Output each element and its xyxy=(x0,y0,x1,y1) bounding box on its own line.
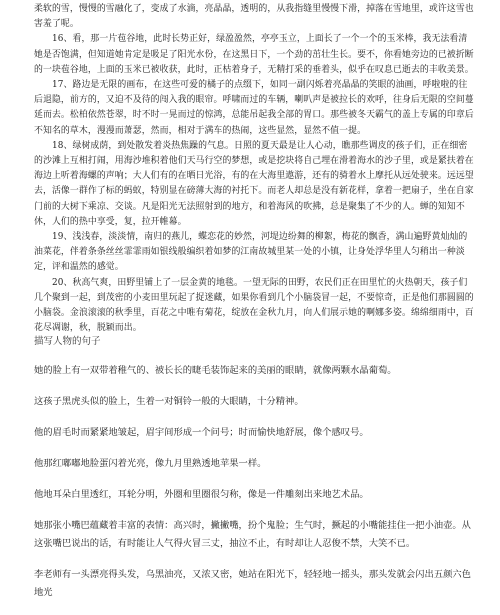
sentence-item: 他地耳朵白里透红，耳轮分明，外圈和里圈很匀称，像是一件雕刻出来地艺术品。 xyxy=(34,489,369,500)
sentence-item: 他的眉毛时而紧紧地皱起，眉宇间形成一个问号；时而愉快地舒展，像个感叹号。 xyxy=(34,427,369,438)
paragraph-20: 20、秋高气爽，田野里铺上了一层金黄的地毯。一望无际的田野，农民们正在田里忙的火热朝天，孩子们几个聚到一起，到茂密的小麦田里玩起了捉迷藏，如果你看到几个小脑袋冒一起，不要惊奇，正是他们那圆圆的小脑袋。金浪滚滚的秋季里，百花之中唯有菊花，绽放在金秋九月，向人们展示她的啊娜多姿。绵绵细雨中，百花尽凋谢，秋，脱颖而出。 xyxy=(34,277,474,334)
paragraph-17: 17、路边是无限的画布，在这些可爱的橘子的点缀下，如同一副闪烁着亮晶晶的笑眼的油画，呼啦啦的往后退隐，前方的，又迫不及待的闯入我的眼帘。呼啸而过的车辆，喇叭声是被拉长的欢呼，往身后无限的空间蔓延而去。松柏依然苍翠，时不时一晃而过的惊鸿，总能吊起我全部的胃口。那些被冬天霸气的盖上专属的印章后不知名的草木，漫漫而萧瑟，然而，相对于满车的热闹，这些显然，显然不值一提。 xyxy=(34,80,474,136)
paragraph-19: 19、浅浅春，淡淡情，南归的燕儿，蝶恋花的妙然，河堤边纷舞的柳絮，梅花的飘香，满山遍野黄灿灿的油菜花，伴着条条丝丝霏霏雨如银线般编织着如梦的江南故城里某一处的小镇，让身处浮华里人匀稍出一种淡定，评和温然的感觉。 xyxy=(34,232,468,273)
sentence-item: 她那张小嘴巴蕴藏着丰富的表情：高兴时，撇撇嘴，扮个鬼脸；生气时，撅起的小嘴能挂住一把小油壶。从这张嘴巴说出的话，有时能让人气得火冒三丈，抽泣不止，有时却让人忍俊不禁，大笑不已。 xyxy=(34,520,471,549)
sentence-item: 李老师有一头漂亮得头发，乌黑油亮，又浓又密，她站在阳光下，轻轻地一摇头，那头发就会闪出五颜六色地光 xyxy=(34,569,471,598)
paragraph-18: 18、绿树成荫，到处散发着炎热焦躁的气息。日照的夏天最是让人心动，瞧那些调皮的孩子们，正在细密的沙滩上互相打闹，用海沙堆积着他们天马行空的梦想，或是挖块将自己埋在滑着海水的沙子里，或是紧扶着在海边上听着海螺的声响；大人们有的在晒日光浴，有的在大海里遨游，还有的骑着水上摩托从远处驶来。远远望去，活像一群作了标的蚂蚁，特别显在磅薄大海的衬托下。而老人却总是没有新花样，拿着一把扇子，坐在自家门前的大树下乘凉、交谈。凡是阳光无法照射到的地方，和着海风的吹拂，总是聚集了不少的人。蝉的知知不休，人们的热中享受，复，拉开帷幕。 xyxy=(34,140,474,227)
paragraph-continued: 柔软的雪，慢慢的雪融化了，变成了水滴，亮晶晶，透明的，从我指缝里慢慢下滑，掉落在雪地里，或许这雪也害羞了呢。 xyxy=(34,4,474,30)
character-sentences-block xyxy=(34,362,480,615)
essay-excerpt-block xyxy=(34,2,476,336)
sentence-item: 她的脸上有一双带着稚气的、被长长的睫毛装饰起来的美丽的眼睛，就像两颗水晶葡萄。 xyxy=(34,365,397,376)
sentence-item: 他那红嘟嘟地脸蛋闪着光亮，像九月里熟透地苹果一样。 xyxy=(34,458,267,469)
sentence-item: 这孩子黑虎头似的脸上，生着一对铜铃一般的大眼睛，十分精神。 xyxy=(34,396,304,407)
paragraph-16: 16、看，那一片苞谷地，此时长势正好，绿盈盈然，亭亭玉立，上面长了一个一个的玉米棒，我无法看清她是否饱满，但知道她肯定是吸足了阳光水份，在这黑日下，一个劲的茁壮生长。要不，你看她旁边的已被折断的一块苞谷地，上面的玉米已被收获，此时，正枯着身子，无精打采的垂着头，似乎在叹息已逝去的丰收美景。 xyxy=(34,34,474,75)
section-title: 描写人物的句子 xyxy=(34,336,101,347)
